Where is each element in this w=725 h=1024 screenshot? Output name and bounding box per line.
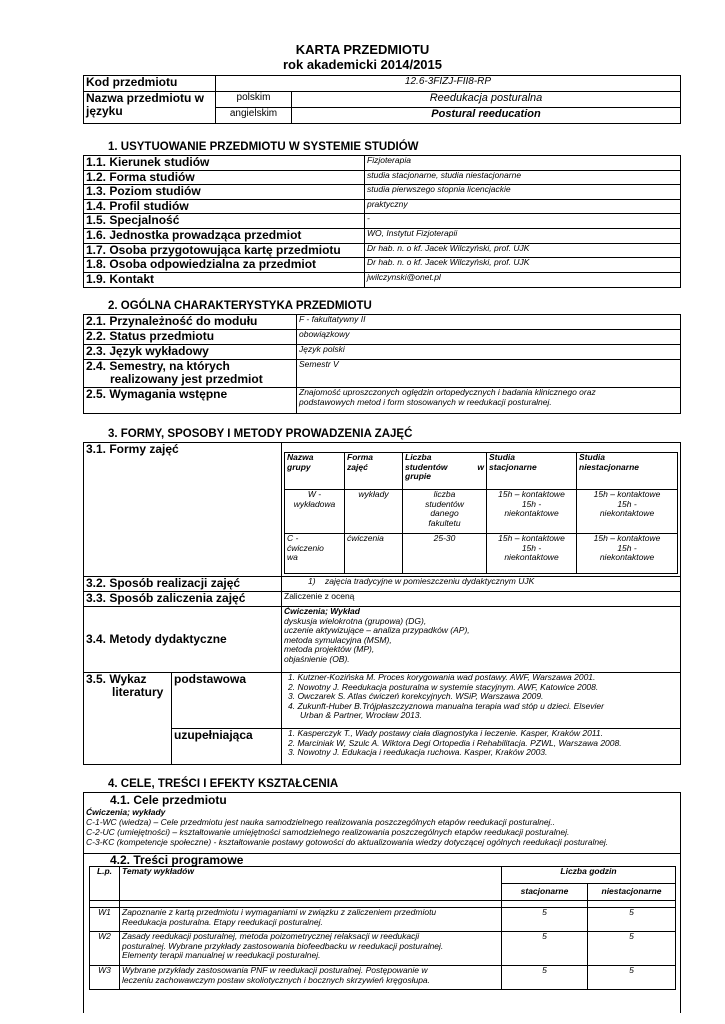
code-label: Kod przedmiotu [84,76,216,92]
topic-line: Zapoznanie z kartą przedmiotu i wymaganiami w związku z zaliczeniem przedmiotu [122,907,437,917]
part-cell-b: 15h - [617,542,637,553]
count-cell-d: fakultetu [428,517,461,528]
s1-value: WO, Instytut Fizjoterapii [365,228,681,243]
part-cell-c: niekontaktowe [599,552,655,563]
full-cell: 15h – kontaktowe [498,489,565,499]
lit-item: 3. Nowotny J. Edukacja i reedukacja ruchowa. Kasper, Kraków 2003. [288,747,548,758]
section3-table [83,442,681,765]
content-heading: 4.2. Treści programowe [110,853,244,867]
count-head-b: studentów [405,461,448,472]
lit-item-cont: Urban & Partner, Wrocław 2013. [300,710,422,721]
lit-item: 2. Marciniak W, Szulc A. Wiktora Degi Ortopedia i Rehabilitacja. PZWL, Warszawa 2008. [288,737,622,748]
full-cell-b: 15h - [521,542,542,553]
academic-year: rok akademicki 2014/2015 [282,57,442,72]
full-cell-b: 15h - [521,498,542,509]
s1-label: 1.9. Kontakt [84,272,365,287]
topic-line: Elementy terapii manualnej w reedukacji posturalnej. [122,950,321,961]
group-head-b: grupy [287,461,311,472]
part-cell: 15h – kontaktowe [593,533,661,543]
s1-value: Dr hab. n. o kf. Jacek Wilczyński, prof. UJK [365,258,681,273]
lit-item: 1. Kasperczyk T., Wady postawy ciała diagnostyka i leczenie. Kasper, Kraków 2011. [288,728,603,738]
s1-value: jwilczynski@onet.pl [365,272,681,287]
full-cell-c: niekontaktowe [504,552,559,563]
basic-label: podstawowa [172,673,282,729]
part-cell: 5 [588,932,676,966]
group-cell-b: wykładowa [293,498,336,509]
pl-value: Reedukacja posturalna [292,92,681,108]
part-cell-b: 15h - [617,498,637,509]
count-head-d: grupie [405,471,431,482]
s1-value: praktyczny [365,199,681,214]
name-label: Nazwa przedmiotu w języku [84,92,216,124]
s1-value: studia stacjonarne, studia niestacjonarne [365,170,681,185]
method-item: objaśnienie (OB). [284,653,350,664]
full-cell-c: niekontaktowe [504,508,559,519]
s1-label: 1.6. Jednostka prowadząca przedmiot [84,228,365,243]
realization-value: zajęcia tradycyjne w pomieszczeniu dydaktycznym UJK [325,576,535,586]
extra-label: uzupełniająca [172,729,282,765]
s1-label: 1.8. Osoba odpowiedzialna za przedmiot [84,258,365,273]
count-head-c: w [477,461,484,472]
lp-cell: W1 [90,908,120,932]
count-cell: liczba [433,489,456,499]
s1-label: 1.1. Kierunek studiów [84,156,365,171]
code-value: 12.6-3FIZJ-FII8-RP [216,76,681,92]
goal-item: C-2-UC (umiejętności) – kształtowanie umiejętności samodzielnego realizowania poszczególnych etapów reedukacji posturalnej. [86,827,570,837]
course-id-table [83,75,681,124]
en-value: Postural reeducation [292,108,681,124]
s2-value: Język polski [297,345,681,360]
goals-sub: Ćwiczenia; wykłady [86,807,166,817]
s2-value: Semestr V [297,360,681,388]
lp-cell: W3 [90,966,120,990]
en-label: angielskim [216,108,292,124]
s2-value: Znajomość uproszczonych oględzin ortopedycznych i badania klinicznego oraz [299,387,596,397]
section1-table [83,155,681,288]
s2-label: 2.1. Przynależność do modułu [84,315,297,330]
card-title: KARTA PRZEDMIOTU [295,42,430,57]
method-item: metoda symulacyjna (MSM), [284,634,392,645]
topic-line: leczeniu zachowawczym postaw skoliotycznych i bocznych skrzywień kręgosłupa. [122,974,431,985]
goals-box [83,792,681,854]
form-head-b: zajęć [347,461,368,472]
full-head-b: stacjonarne [489,461,537,472]
methods-head: Ćwiczenia; Wykład [284,606,360,616]
lit-label: 3.5. Wykaz [86,672,147,686]
group-cell: C - [287,533,299,543]
topic-line: Zasady reedukacji posturalnej, metoda poizometrycznej relaksacji w reedukacji [122,931,420,941]
lp-head: L.p. [90,867,120,901]
forms-table [284,452,678,574]
section3-heading: 3. FORMY, SPOSOBY I METODY PROWADZENIA ZAJĘĆ [108,428,413,440]
s1-label: 1.5. Specjalność [84,214,365,229]
goal-item: C-3-KC (kompetencje społeczne) - kształtowanie postawy gotowości do aktualizowania wiedzy dotyczącej ogólnych reedukacji posturalnej. [86,837,609,847]
part-cell: 5 [588,908,676,932]
credit-label: 3.3. Sposób zaliczenia zajęć [84,592,282,607]
goals-heading: 4.1. Cele przedmiotu [110,793,227,807]
full-cell: 5 [502,966,588,990]
full-head: Studia [489,452,515,462]
group-head: Nazwa [287,452,314,462]
realization-num: 1) [308,576,316,586]
s1-label: 1.2. Forma studiów [84,170,365,185]
methods-label: 3.4. Metody dydaktyczne [84,607,282,673]
lit-item: 3. Owczarek S. Atlas ćwiczeń korekcyjnych. WSiP, Warszawa 2009. [288,691,544,702]
method-item: metoda projektów (MP), [284,644,375,655]
goal-item: C-1-WC (wiedza) – Cele przedmiotu jest nauka samodzielnego realizowania poszczególnych etapów reedukacji posturalnej.. [86,817,556,827]
s1-value: studia pierwszego stopnia licencjackie [365,185,681,200]
group-cell: W - [307,489,322,499]
content-table [89,866,676,990]
lit-label-b: literatury [112,685,164,700]
s2-label-cont: realizowany jest przedmiot [110,372,263,387]
group-cell-c: wa [287,552,298,563]
full-cell: 5 [502,908,588,932]
topic-line: posturalnej. Wybrane przykłady zastosowania biofeedbacku w reedukacji posturalnej. [122,940,444,951]
section1-heading: 1. USYTUOWANIE PRZEDMIOTU W SYSTEMIE STUDIÓW [108,141,419,153]
s2-value-cont: podstawowych metod i form stosowanych w reedukacji posturalnej. [299,396,552,407]
lit-item: 2. Nowotny J. Reedukacja posturalna w systemie stacyjnym. AWF, Katowice 2008. [288,681,599,692]
group-cell-b: ćwiczenio [287,542,324,553]
lit-item: 4. Zukunft-Huber B.Trójpłaszczyznowa manualna terapia wad stóp u dzieci. Elsevier [288,700,604,711]
topics-head: Tematy wykładów [120,867,502,901]
s2-label: 2.4. Semestry, na których [86,359,230,373]
lp-cell: W2 [90,932,120,966]
s1-value: Dr hab. n. o kf. Jacek Wilczyński, prof. UJK [365,243,681,258]
section2-heading: 2. OGÓLNA CHARAKTERYSTYKA PRZEDMIOTU [108,300,372,312]
forms-label: 3.1. Formy zajęć [84,443,282,577]
section4-heading: 4. CELE, TREŚCI I EFEKTY KSZTAŁCENIA [108,778,339,790]
s1-value: - [365,214,681,229]
full-head: stacjonarne [502,884,588,901]
part-head: Studia [579,452,605,462]
s2-label: 2.2. Status przedmiotu [84,330,297,345]
s2-label: 2.3. Język wykładowy [84,345,297,360]
part-cell: 15h – kontaktowe [593,489,661,499]
s1-label: 1.4. Profil studiów [84,199,365,214]
lit-item: 1. Kutzner-Kozińska M. Proces korygowania wad postawy. AWF, Warszawa 2001. [288,672,596,682]
method-item: dyskusja wielokrotna (grupowa) (DG), [284,615,427,626]
method-item: uczenie aktywizujące – analiza przypadków (AP), [284,625,470,636]
part-cell-c: niekontaktowe [599,508,655,519]
s2-value: F - fakultatywny II [297,315,681,330]
full-cell: 5 [502,932,588,966]
count-head: Liczba [405,452,432,462]
count-cell-c: danego [430,508,459,519]
form-head: Forma [347,452,373,462]
s2-label: 2.5. Wymagania wstępne [84,388,297,414]
section2-table [83,314,681,414]
hours-head: Liczba godzin [502,867,676,884]
s1-label: 1.3. Poziom studiów [84,185,365,200]
topic-line: Wybrane przykłady zastosowania PNF w reedukacji posturalnej. Postępowanie w [122,965,428,975]
count-cell: 25-30 [403,534,487,574]
form-cell: ćwiczenia [345,534,403,574]
part-cell: 5 [588,966,676,990]
part-head-b: niestacjonarne [579,461,639,472]
s1-label: 1.7. Osoba przygotowująca kartę przedmiotu [84,243,365,258]
s1-value: Fizjoterapia [365,156,681,171]
form-cell: wykłady [345,490,403,534]
part-head: niestacjonarne [588,884,676,901]
s2-value: obowiązkowy [297,330,681,345]
full-cell: 15h – kontaktowe [498,533,565,543]
pl-label: polskim [216,92,292,108]
topic-line: Reedukacja posturalna. Etapy reedukacji posturalnej. [122,916,323,927]
count-cell-b: studentów [425,498,464,509]
realization-label: 3.2. Sposób realizacji zajęć [84,577,282,592]
credit-value: Zaliczenie z oceną [282,592,681,607]
